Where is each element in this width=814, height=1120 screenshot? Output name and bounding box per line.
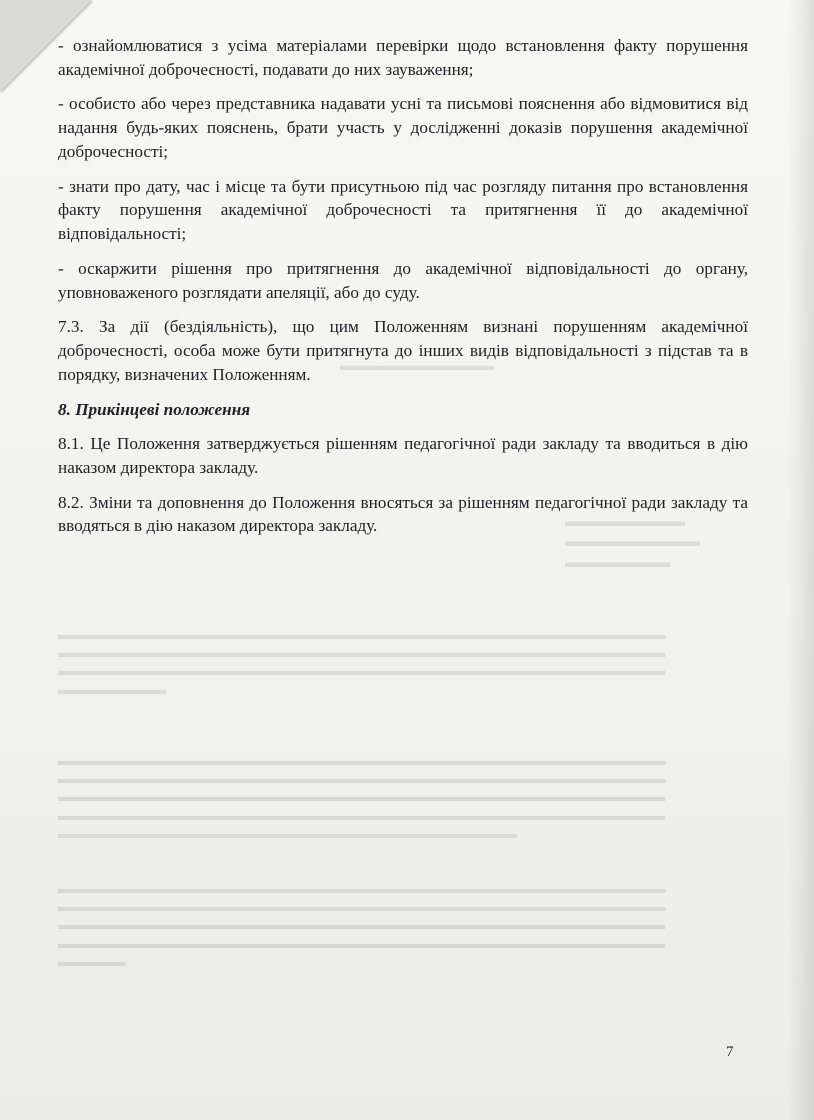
page-number: 7 [726,1044,734,1060]
bleed-through-text-3: ▬▬▬▬▬▬▬▬▬▬▬▬▬▬▬▬▬▬▬▬▬▬▬▬▬▬▬▬▬▬▬▬▬▬▬▬▬▬▬▬▬▬▬▬▬ ▬▬▬▬▬▬▬▬▬▬▬▬▬▬▬▬▬▬▬▬▬▬▬▬▬▬▬▬▬▬▬▬▬▬▬▬▬▬▬▬▬▬▬▬▬ ▬▬▬▬▬▬▬▬▬▬▬▬▬▬▬▬▬▬▬▬▬▬▬▬▬▬▬▬▬▬▬▬▬▬▬▬▬▬▬▬▬▬▬▬▬ ▬▬▬▬▬▬▬▬▬▬▬▬▬▬▬▬▬▬▬▬▬▬▬▬▬▬▬▬▬▬▬▬▬▬▬▬▬▬▬▬▬▬▬▬▬ ▬▬▬▬▬ [58,881,666,969]
bleed-through-stamp: ▬▬▬▬▬▬▬▬ ▬▬▬▬▬▬▬▬▬ ▬▬▬▬▬▬▬ [565,514,700,571]
bleed-through-heading: ▬▬▬▬▬▬▬▬▬▬▬ [340,359,494,374]
paragraph-explanations: - особисто або через представника надавати усні та письмові пояснення або відмовитися від надання будь-яких пояснень, брати участь у дослідженні доказів порушення академічної доброчесності; [58,94,748,161]
document-body [58,34,748,549]
paragraph-7-3: 7.3. За дії (бездіяльність), що цим Положенням визнані порушенням академічної доброчесності, особа може бути притягнута до інших видів відповідальності з підстав та в порядку, визначених Положенням. [58,317,748,384]
bleed-through-text-1: ▬▬▬▬▬▬▬▬▬▬▬▬▬▬▬▬▬▬▬▬▬▬▬▬▬▬▬▬▬▬▬▬▬▬▬▬▬▬▬▬▬▬▬▬▬ ▬▬▬▬▬▬▬▬▬▬▬▬▬▬▬▬▬▬▬▬▬▬▬▬▬▬▬▬▬▬▬▬▬▬▬▬▬▬▬▬▬▬▬▬▬ ▬▬▬▬▬▬▬▬▬▬▬▬▬▬▬▬▬▬▬▬▬▬▬▬▬▬▬▬▬▬▬▬▬▬▬▬▬▬▬▬▬▬▬▬▬ ▬▬▬▬▬▬▬▬ [58,627,666,697]
section-heading-final-provisions: 8. Прикінцеві положення [58,399,251,419]
paragraph-review-materials: - ознайомлюватися з усіма матеріалами перевірки щодо встановлення факту порушення академічної доброчесності, подавати до них зауваження; [58,36,748,79]
paragraph-appeal: - оскаржити рішення про притягнення до академічної відповідальності до органу, уповноваженого розглядати апеляції, або до суду. [58,258,748,302]
paragraph-8-2: 8.2. Зміни та доповнення до Положення вносяться за рішенням педагогічної ради закладу та вводяться в дію наказом директора закладу. [58,492,748,536]
paragraph-hearing-attendance: - знати про дату, час і місце та бути присутньою під час розгляду питання про встановлення факту порушення академічної доброчесності та притягнення її до академічної відповідальності; [58,176,748,244]
page-edge-shadow [788,0,814,1120]
bleed-through-text-2: ▬▬▬▬▬▬▬▬▬▬▬▬▬▬▬▬▬▬▬▬▬▬▬▬▬▬▬▬▬▬▬▬▬▬▬▬▬▬▬▬▬▬▬▬▬ ▬▬▬▬▬▬▬▬▬▬▬▬▬▬▬▬▬▬▬▬▬▬▬▬▬▬▬▬▬▬▬▬▬▬▬▬▬▬▬▬▬▬▬▬▬ ▬▬▬▬▬▬▬▬▬▬▬▬▬▬▬▬▬▬▬▬▬▬▬▬▬▬▬▬▬▬▬▬▬▬▬▬▬▬▬▬▬▬▬▬▬ ▬▬▬▬▬▬▬▬▬▬▬▬▬▬▬▬▬▬▬▬▬▬▬▬▬▬▬▬▬▬▬▬▬▬▬▬▬▬▬▬▬▬▬▬▬ ▬▬▬▬▬▬▬▬▬▬▬▬▬▬▬▬▬▬▬▬▬▬▬▬▬▬▬▬▬▬▬▬▬▬ [58,753,666,841]
paragraph-8-1: 8.1. Це Положення затверджується рішенням педагогічної ради закладу та вводиться в дію наказом директора закладу. [58,434,748,478]
